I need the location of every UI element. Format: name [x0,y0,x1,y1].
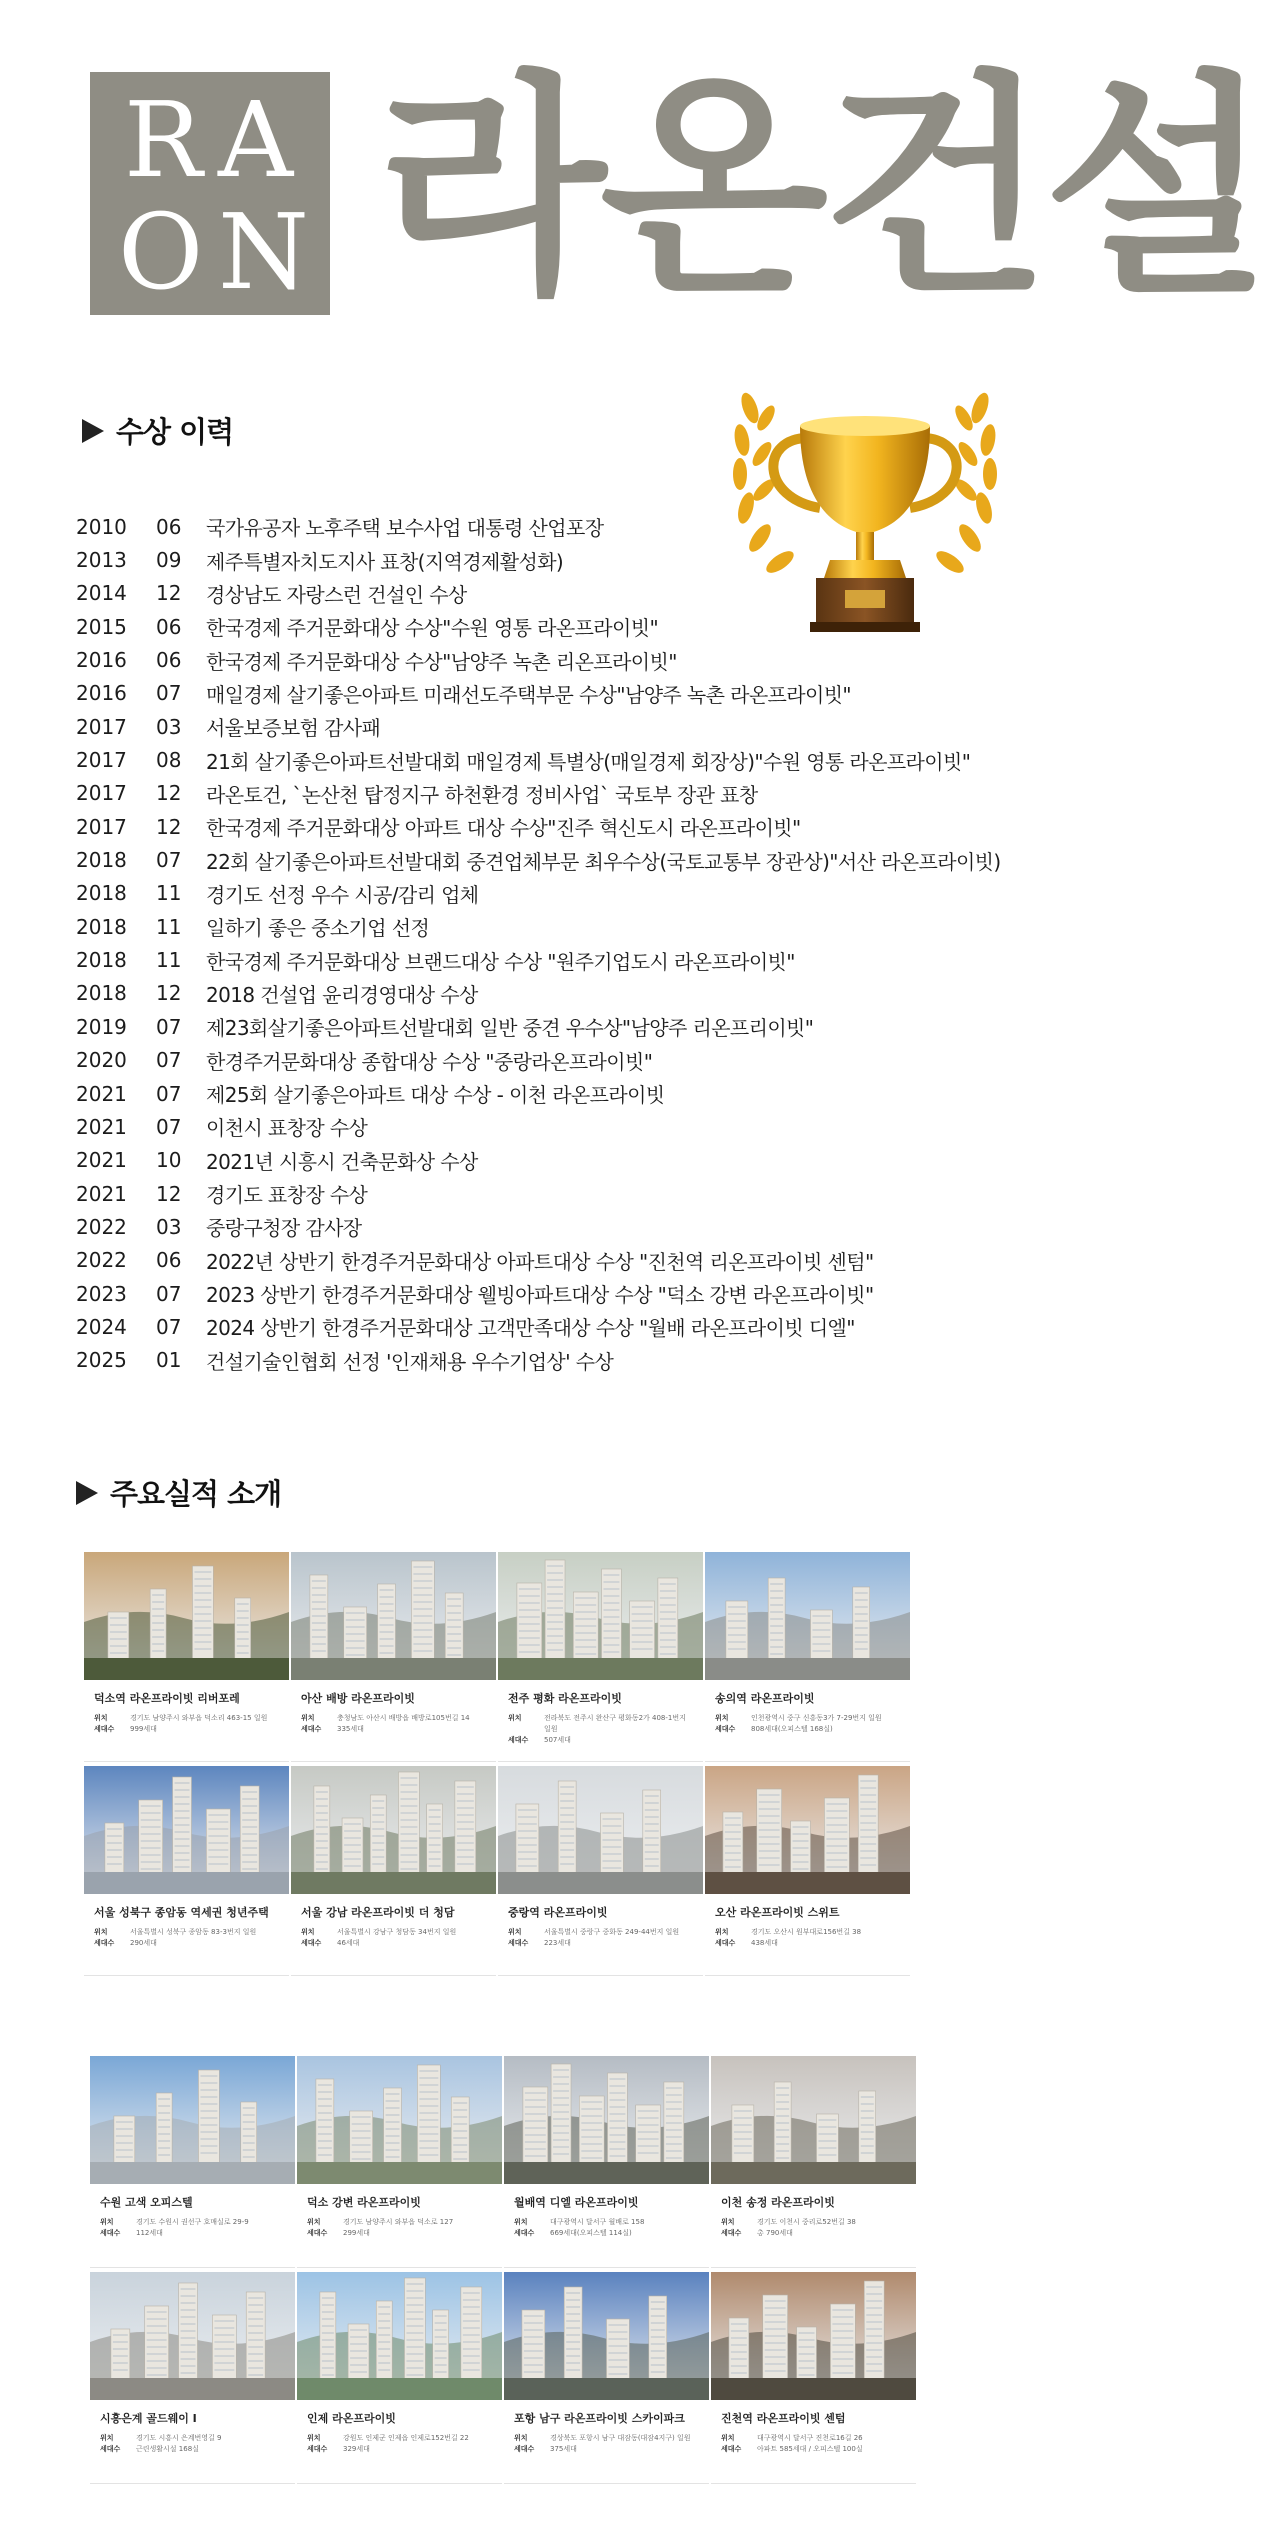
project-location-row [721,2217,906,2228]
project-card[interactable] [297,2056,502,2268]
project-card[interactable] [84,1552,289,1762]
units-label: 세대수 [721,2229,742,2237]
project-units-row [100,2444,285,2455]
award-month: 01 [156,1348,182,1373]
units-label: 세대수 [721,2445,742,2453]
award-desc: 일하기 좋은 중소기업 선정 [206,916,430,941]
project-card[interactable] [705,1552,910,1762]
project-units-row [508,1938,693,1949]
project-location: 경기도 남양주시 와부읍 덕소리 463-15 일원 [130,1714,268,1722]
project-name: 이천 송정 라온프라이빗 [721,2196,835,2209]
project-location: 경기도 시흥시 은계번영길 9 [136,2434,222,2442]
award-desc: 중랑구청장 감사장 [206,1216,362,1241]
award-desc: 2024 상반기 한경주거문화대상 고객만족대상 수상 "월배 라온프라이빗 디엘" [206,1316,855,1341]
project-units: 335세대 [337,1725,364,1733]
project-location: 충청남도 아산시 배방읍 배방로105번길 14 [337,1714,470,1722]
project-location-row [94,1927,279,1938]
award-row [76,643,1036,676]
award-row [76,1277,1036,1310]
logo-letter-n: N [218,191,309,313]
project-location-row [301,1713,486,1724]
project-image [90,2056,295,2184]
award-row [76,1244,1036,1277]
project-units: 46세대 [337,1939,360,1947]
project-units-row [307,2228,492,2239]
project-location: 서울특별시 중랑구 중화동 249-44번지 일원 [544,1928,680,1936]
project-units-row [94,1938,279,1949]
award-year: 2016 [76,648,127,673]
award-year: 2014 [76,581,127,606]
award-month: 07 [156,681,182,706]
project-units: 근린생활시설 168실 [136,2445,199,2453]
project-name: 포항 남구 라온프라이빗 스카이파크 [514,2412,685,2425]
project-location: 강원도 인제군 인제읍 인제로152번길 22 [343,2434,469,2442]
logo-letter-a: A [218,79,294,201]
projects-heading-text: 주요실적 소개 [110,1477,282,1511]
award-year: 2021 [76,1114,127,1139]
project-image [711,2272,916,2400]
award-year: 2010 [76,514,127,539]
award-desc: 건설기술인협회 선정 '인재채용 우수기업상' 수상 [206,1349,614,1374]
award-month: 06 [156,614,182,639]
location-label: 위치 [721,2218,735,2226]
project-name: 서울 성북구 종암동 역세권 청년주택 [94,1906,269,1919]
award-year: 2016 [76,681,127,706]
triangle-bullet-icon [76,1481,98,1505]
company-title: 라온건설 [378,51,1266,326]
project-units: 290세대 [130,1939,157,1947]
units-label: 세대수 [508,1939,529,1947]
award-year: 2018 [76,848,127,873]
award-row [76,1177,1036,1210]
award-row [76,1210,1036,1243]
project-units-row [100,2228,285,2239]
award-row [76,910,1036,943]
project-image [498,1552,703,1680]
award-desc: 22회 살기좋은아파트선발대회 중견업체부문 최우수상(국토교통부 장관상)"서산 라온프라이빗) [206,849,1001,874]
location-label: 위치 [508,1928,522,1936]
project-location: 인천광역시 중구 신흥동3가 7-29번지 일원 [751,1714,882,1722]
units-label: 세대수 [100,2229,121,2237]
award-month: 12 [156,981,182,1006]
award-desc: 한국경제 주거문화대상 수상"수원 영통 라온프라이빗" [206,616,659,641]
award-desc: 서울보증보험 감사패 [206,716,381,741]
project-location-row [721,2433,906,2444]
project-units: 808세대(오피스텔 168실) [751,1725,833,1733]
award-month: 03 [156,1214,182,1239]
logo-mark [90,72,330,315]
project-image [84,1552,289,1680]
award-month: 07 [156,1014,182,1039]
project-card[interactable] [504,2056,709,2268]
location-label: 위치 [715,1928,729,1936]
project-units-row [508,1735,693,1746]
project-name: 송의역 라온프라이빗 [715,1692,815,1705]
project-units: 375세대 [550,2445,577,2453]
award-month: 11 [156,914,182,939]
award-row [76,1044,1036,1077]
award-month: 06 [156,648,182,673]
project-location: 경상북도 포항시 남구 대잠동(대잠4지구) 일원 [550,2434,691,2442]
project-location: 전라북도 전주시 완산구 평화동2가 408-1번지 일원 [544,1714,686,1733]
project-units: 999세대 [130,1725,157,1733]
award-row [76,777,1036,810]
location-label: 위치 [514,2434,528,2442]
project-units: 507세대 [544,1736,571,1744]
award-year: 2019 [76,1014,127,1039]
project-card[interactable] [498,1552,703,1762]
award-desc: 경기도 선정 우수 시공/감리 업체 [206,882,479,907]
project-units-row [307,2444,492,2455]
project-location-row [94,1713,279,1724]
project-image [504,2272,709,2400]
project-units: 총 790세대 [757,2229,793,2237]
award-row [76,1344,1036,1377]
award-row [76,610,1036,643]
project-name: 오산 라온프라이빗 스위트 [715,1906,840,1919]
project-card[interactable] [711,2056,916,2268]
award-row [76,1144,1036,1177]
project-name: 수원 고색 오피스텔 [100,2196,193,2209]
award-desc: 경기도 표창장 수상 [206,1183,368,1208]
award-row [76,1010,1036,1043]
award-desc: 제23회살기좋은아파트선발대회 일반 중견 우수상"남양주 리온프리이빗" [206,1016,814,1041]
units-label: 세대수 [715,1725,736,1733]
award-year: 2022 [76,1214,127,1239]
project-location-row [514,2217,699,2228]
award-month: 07 [156,1081,182,1106]
project-name: 덕소역 라온프라이빗 리버포레 [94,1692,240,1705]
project-image [291,1552,496,1680]
project-name: 아산 배방 라온프라이빗 [301,1692,415,1705]
project-name: 시흥은계 골드웨이 I [100,2412,197,2425]
project-location: 경기도 오산시 원부대로156번길 38 [751,1928,862,1936]
award-year: 2013 [76,548,127,573]
award-desc: 제주특별자치도지사 표창(지역경제활성화) [206,549,564,574]
project-units-row [721,2444,906,2455]
project-units-row [715,1724,900,1735]
project-card[interactable] [291,1552,496,1762]
units-label: 세대수 [514,2445,535,2453]
location-label: 위치 [307,2218,321,2226]
project-location: 대구광역시 달서구 진천로16길 26 [757,2434,863,2442]
triangle-bullet-icon [82,419,104,443]
award-month: 12 [156,781,182,806]
award-month: 09 [156,548,182,573]
award-desc: 한국경제 주거문화대상 아파트 대상 수상"진주 혁신도시 라온프라이빗" [206,816,801,841]
award-year: 2021 [76,1181,127,1206]
award-desc: 이천시 표창장 수상 [206,1116,368,1141]
award-month: 06 [156,514,182,539]
award-year: 2018 [76,914,127,939]
award-month: 12 [156,1181,182,1206]
units-label: 세대수 [301,1939,322,1947]
location-label: 위치 [94,1714,108,1722]
award-year: 2017 [76,714,127,739]
award-year: 2017 [76,748,127,773]
project-units-row [94,1724,279,1735]
project-image [705,1766,910,1894]
project-name: 덕소 강변 라온프라이빗 [307,2196,421,2209]
project-card[interactable] [90,2056,295,2268]
project-units: 669세대(오피스텔 114실) [550,2229,632,2237]
award-month: 08 [156,748,182,773]
project-location-row [508,1713,693,1735]
award-row [76,810,1036,843]
units-label: 세대수 [307,2445,328,2453]
location-label: 위치 [721,2434,735,2442]
award-year: 2018 [76,981,127,1006]
units-label: 세대수 [100,2445,121,2453]
project-units-row [301,1724,486,1735]
award-desc: 한국경제 주거문화대상 수상"남양주 녹촌 리온프라이빗" [206,649,677,674]
location-label: 위치 [100,2218,114,2226]
project-image [711,2056,916,2184]
project-card[interactable] [84,1766,289,1976]
project-card[interactable] [498,1766,703,1976]
award-row [76,1077,1036,1110]
location-label: 위치 [514,2218,528,2226]
award-year: 2018 [76,948,127,973]
award-month: 07 [156,1114,182,1139]
award-year: 2024 [76,1314,127,1339]
project-location-row [301,1927,486,1938]
project-location-row [307,2433,492,2444]
project-card[interactable] [297,2272,502,2484]
project-units-row [715,1938,900,1949]
project-image [297,2272,502,2400]
project-units-row [514,2228,699,2239]
project-image [84,1766,289,1894]
project-units-row [721,2228,906,2239]
units-label: 세대수 [307,2229,328,2237]
award-desc: 라온토건, `논산천 탑정지구 하천환경 정비사업` 국토부 장관 표창 [206,782,758,807]
award-month: 03 [156,714,182,739]
award-year: 2021 [76,1148,127,1173]
award-year: 2017 [76,781,127,806]
award-month: 11 [156,881,182,906]
project-image [90,2272,295,2400]
units-label: 세대수 [94,1939,115,1947]
award-desc: 한국경제 주거문화대상 브랜드대상 수상 "원주기업도시 라온프라이빗" [206,949,795,974]
project-location-row [100,2433,285,2444]
project-card[interactable] [711,2272,916,2484]
award-year: 2015 [76,614,127,639]
project-name: 전주 평화 라온프라이빗 [508,1692,622,1705]
logo-letter-r: R [124,79,203,201]
project-location-row [514,2433,699,2444]
award-desc: 경상남도 자랑스런 건설인 수상 [206,582,467,607]
units-label: 세대수 [508,1736,529,1744]
project-units: 438세대 [751,1939,778,1947]
project-image [705,1552,910,1680]
awards-heading [82,410,233,451]
project-location-row [307,2217,492,2228]
award-desc: 한경주거문화대상 종합대상 수상 "중랑라온프라이빗" [206,1049,653,1074]
award-row [76,1310,1036,1343]
award-row [76,843,1036,876]
project-name: 중랑역 라온프라이빗 [508,1906,608,1919]
location-label: 위치 [301,1928,315,1936]
award-row [76,977,1036,1010]
project-location-row [508,1927,693,1938]
location-label: 위치 [301,1714,315,1722]
award-year: 2023 [76,1281,127,1306]
project-name: 진천역 라온프라이빗 센텀 [721,2412,846,2425]
project-location-row [100,2217,285,2228]
award-row [76,1110,1036,1143]
location-label: 위치 [94,1928,108,1936]
award-year: 2025 [76,1348,127,1373]
award-month: 11 [156,948,182,973]
award-row [76,677,1036,710]
project-image [291,1766,496,1894]
award-year: 2020 [76,1048,127,1073]
project-name: 월배역 디엘 라온프라이빗 [514,2196,639,2209]
award-month: 10 [156,1148,182,1173]
project-image [504,2056,709,2184]
project-name: 인제 라온프라이빗 [307,2412,396,2425]
award-year: 2022 [76,1248,127,1273]
award-desc: 2022년 상반기 한경주거문화대상 아파트대상 수상 "진천역 리온프라이빗 센텀" [206,1249,874,1274]
award-year: 2017 [76,814,127,839]
project-card[interactable] [90,2272,295,2484]
award-desc: 21회 살기좋은아파트선발대회 매일경제 특별상(매일경제 회장상)"수원 영통 라온프라이빗" [206,749,971,774]
location-label: 위치 [100,2434,114,2442]
award-desc: 2018 건설업 윤리경영대상 수상 [206,982,478,1007]
project-units-row [301,1938,486,1949]
location-label: 위치 [307,2434,321,2442]
project-location: 대구광역시 달서구 월배로 158 [550,2218,645,2226]
location-label: 위치 [715,1714,729,1722]
award-row [76,943,1036,976]
award-row [76,510,1036,543]
award-month: 07 [156,1314,182,1339]
project-grid-1 [84,1552,910,1976]
award-desc: 2021년 시흥시 건축문화상 수상 [206,1149,478,1174]
units-label: 세대수 [715,1939,736,1947]
award-row [76,743,1036,776]
units-label: 세대수 [94,1725,115,1733]
project-image [498,1766,703,1894]
project-location: 서울특별시 성북구 종암동 83-3번지 일원 [130,1928,257,1936]
award-row [76,577,1036,610]
award-desc: 매일경제 살기좋은아파트 미래선도주택부문 수상"남양주 녹촌 라온프라이빗" [206,682,852,707]
project-location-row [715,1927,900,1938]
projects-heading [76,1472,281,1513]
award-month: 12 [156,581,182,606]
award-desc: 2023 상반기 한경주거문화대상 웰빙아파트대상 수상 "덕소 강변 라온프라이빗" [206,1283,874,1308]
project-location: 경기도 남양주시 와부읍 덕소로 127 [343,2218,454,2226]
awards-heading-text: 수상 이력 [116,415,234,449]
project-units: 112세대 [136,2229,163,2237]
project-location-row [715,1713,900,1724]
award-desc: 국가유공자 노후주택 보수사업 대통령 산업포장 [206,516,604,541]
project-card[interactable] [291,1766,496,1976]
project-card[interactable] [705,1766,910,1976]
location-label: 위치 [508,1714,522,1722]
award-year: 2018 [76,881,127,906]
award-month: 07 [156,1048,182,1073]
award-year: 2021 [76,1081,127,1106]
award-month: 12 [156,814,182,839]
project-units: 299세대 [343,2229,370,2237]
project-card[interactable] [504,2272,709,2484]
project-location: 경기도 이천시 중리로52번길 38 [757,2218,856,2226]
project-name: 서울 강남 라온프라이빗 더 청담 [301,1906,455,1919]
award-row [76,877,1036,910]
award-month: 06 [156,1248,182,1273]
project-units: 329세대 [343,2445,370,2453]
units-label: 세대수 [301,1725,322,1733]
project-location: 서울특별시 강남구 청담동 34번지 일원 [337,1928,457,1936]
project-image [297,2056,502,2184]
award-desc: 제25회 살기좋은아파트 대상 수상 - 이천 라온프라이빗 [206,1083,665,1108]
award-row [76,710,1036,743]
project-units: 223세대 [544,1939,571,1947]
project-units: 아파트 585세대 / 오피스텔 100실 [757,2445,863,2453]
award-month: 07 [156,1281,182,1306]
units-label: 세대수 [514,2229,535,2237]
project-grid-2 [90,2056,916,2484]
project-location: 경기도 수원시 권선구 호매실로 29-9 [136,2218,249,2226]
awards-list [76,510,1036,1377]
award-row [76,543,1036,576]
award-month: 07 [156,848,182,873]
logo-letter-o: O [118,191,204,313]
project-units-row [514,2444,699,2455]
